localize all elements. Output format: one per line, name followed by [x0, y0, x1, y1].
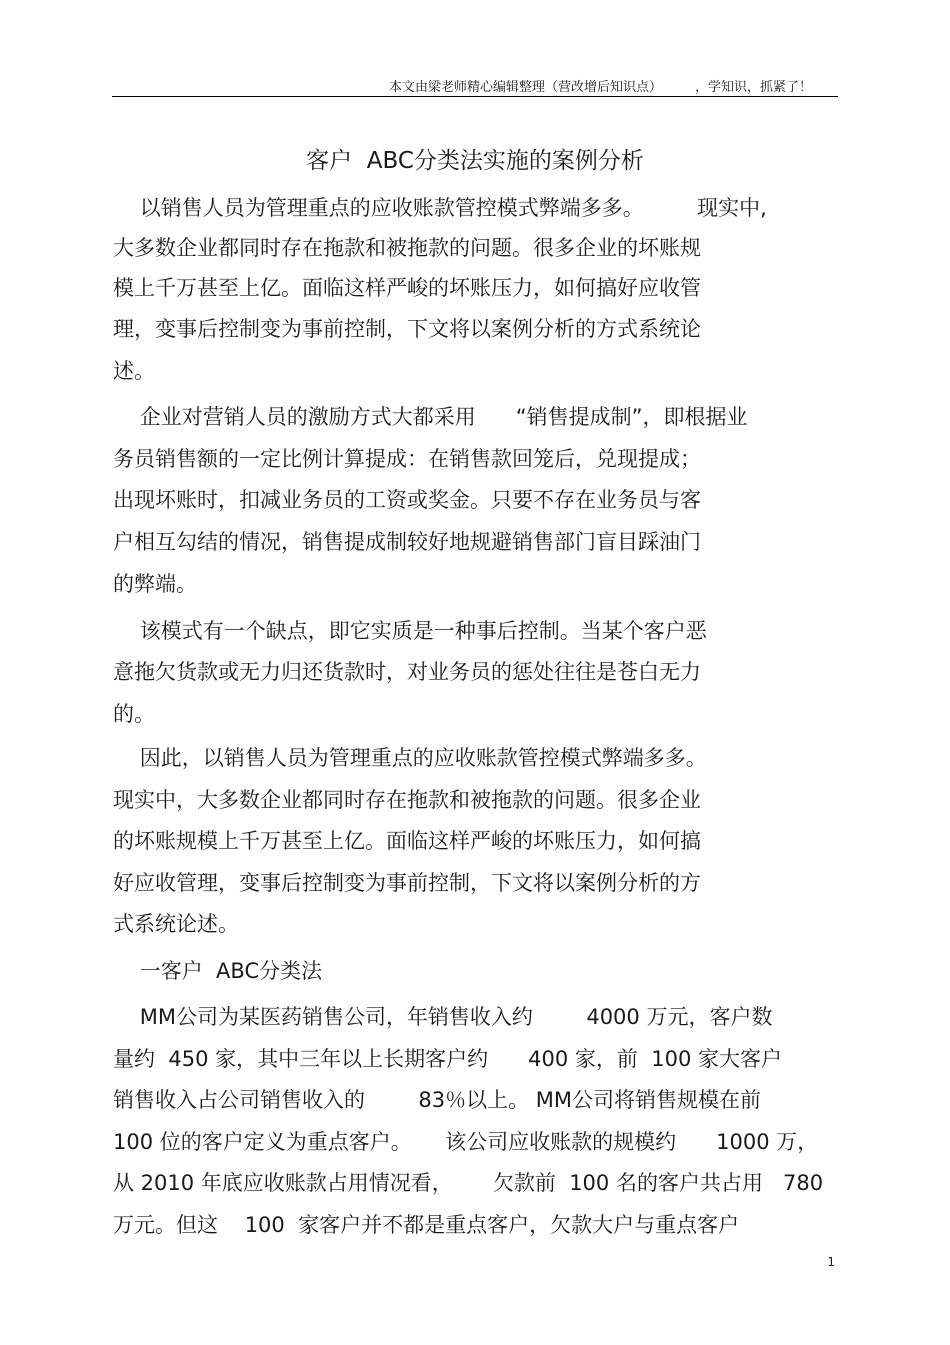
body-line: 的坏账规模上千万甚至上亿。面临这样严峻的坏账压力，如何搞 [113, 829, 701, 853]
body-line: 因此，以销售人员为管理重点的应收账款管控模式弊端多多。 [113, 746, 707, 770]
body-line: 出现坏账时，扣减业务员的工资或奖金。只要不存在业务员与客 [113, 488, 701, 512]
body-line: 100 位的客户定义为重点客户。 该公司应收账款的规模约 1000 万， [113, 1130, 819, 1154]
body-line: 的弊端。 [113, 572, 197, 596]
body-line: 从 2010 年底应收账款占用情况看， 欠款前 100 名的客户共占用 780 [113, 1171, 824, 1195]
body-line: 销售收入占公司销售收入的 83％以上。 MM公司将销售规模在前 [113, 1088, 762, 1112]
section-heading: 一客户 ABC分类法 [113, 959, 323, 983]
body-line: 大多数企业都同时存在拖款和被拖款的问题。很多企业的坏账规 [113, 236, 701, 260]
body-line: 的。 [113, 702, 155, 726]
body-line: 以销售人员为管理重点的应收账款管控模式弊端多多。 现实中, [113, 196, 767, 220]
page-number: 1 [827, 1255, 835, 1269]
body-line: 现实中，大多数企业都同时存在拖款和被拖款的问题。很多企业 [113, 788, 701, 812]
body-line: 理，变事后控制变为事前控制，下文将以案例分析的方式系统论 [113, 317, 701, 341]
body-line: 量约 450 家，其中三年以上长期客户约 400 家，前 100 家大客户 [113, 1047, 783, 1071]
body-line: 企业对营销人员的激励方式大都采用 “销售提成制”，即根据业 [113, 405, 748, 429]
body-line: 模上千万甚至上亿。面临这样严峻的坏账压力，如何搞好应收管 [113, 276, 701, 300]
document-title: 客户 ABC分类法实施的案例分析 [306, 148, 644, 174]
header-text: 本文由梁老师精心编辑整理（营改增后知识点） ，学知识，抓紧了！ [388, 80, 812, 95]
body-line: 意拖欠货款或无力归还货款时，对业务员的惩处往往是苍白无力 [113, 660, 701, 684]
body-line: 万元。但这 100 家客户并不都是重点客户，欠款大户与重点客户 [113, 1213, 740, 1237]
body-line: 式系统论述。 [113, 912, 239, 936]
body-line: 好应收管理，变事后控制变为事前控制，下文将以案例分析的方 [113, 871, 701, 895]
body-line: 务员销售额的一定比例计算提成：在销售款回笼后，兑现提成； [113, 447, 701, 471]
body-line: 该模式有一个缺点，即它实质是一种事后控制。当某个客户恶 [113, 619, 707, 643]
page-header [112, 66, 838, 97]
body-line: 户相互勾结的情况，销售提成制较好地规避销售部门盲目踩油门 [113, 530, 701, 554]
body-line: MM公司为某医药销售公司，年销售收入约 4000 万元，客户数 [113, 1005, 773, 1029]
body-line: 述。 [113, 359, 155, 383]
